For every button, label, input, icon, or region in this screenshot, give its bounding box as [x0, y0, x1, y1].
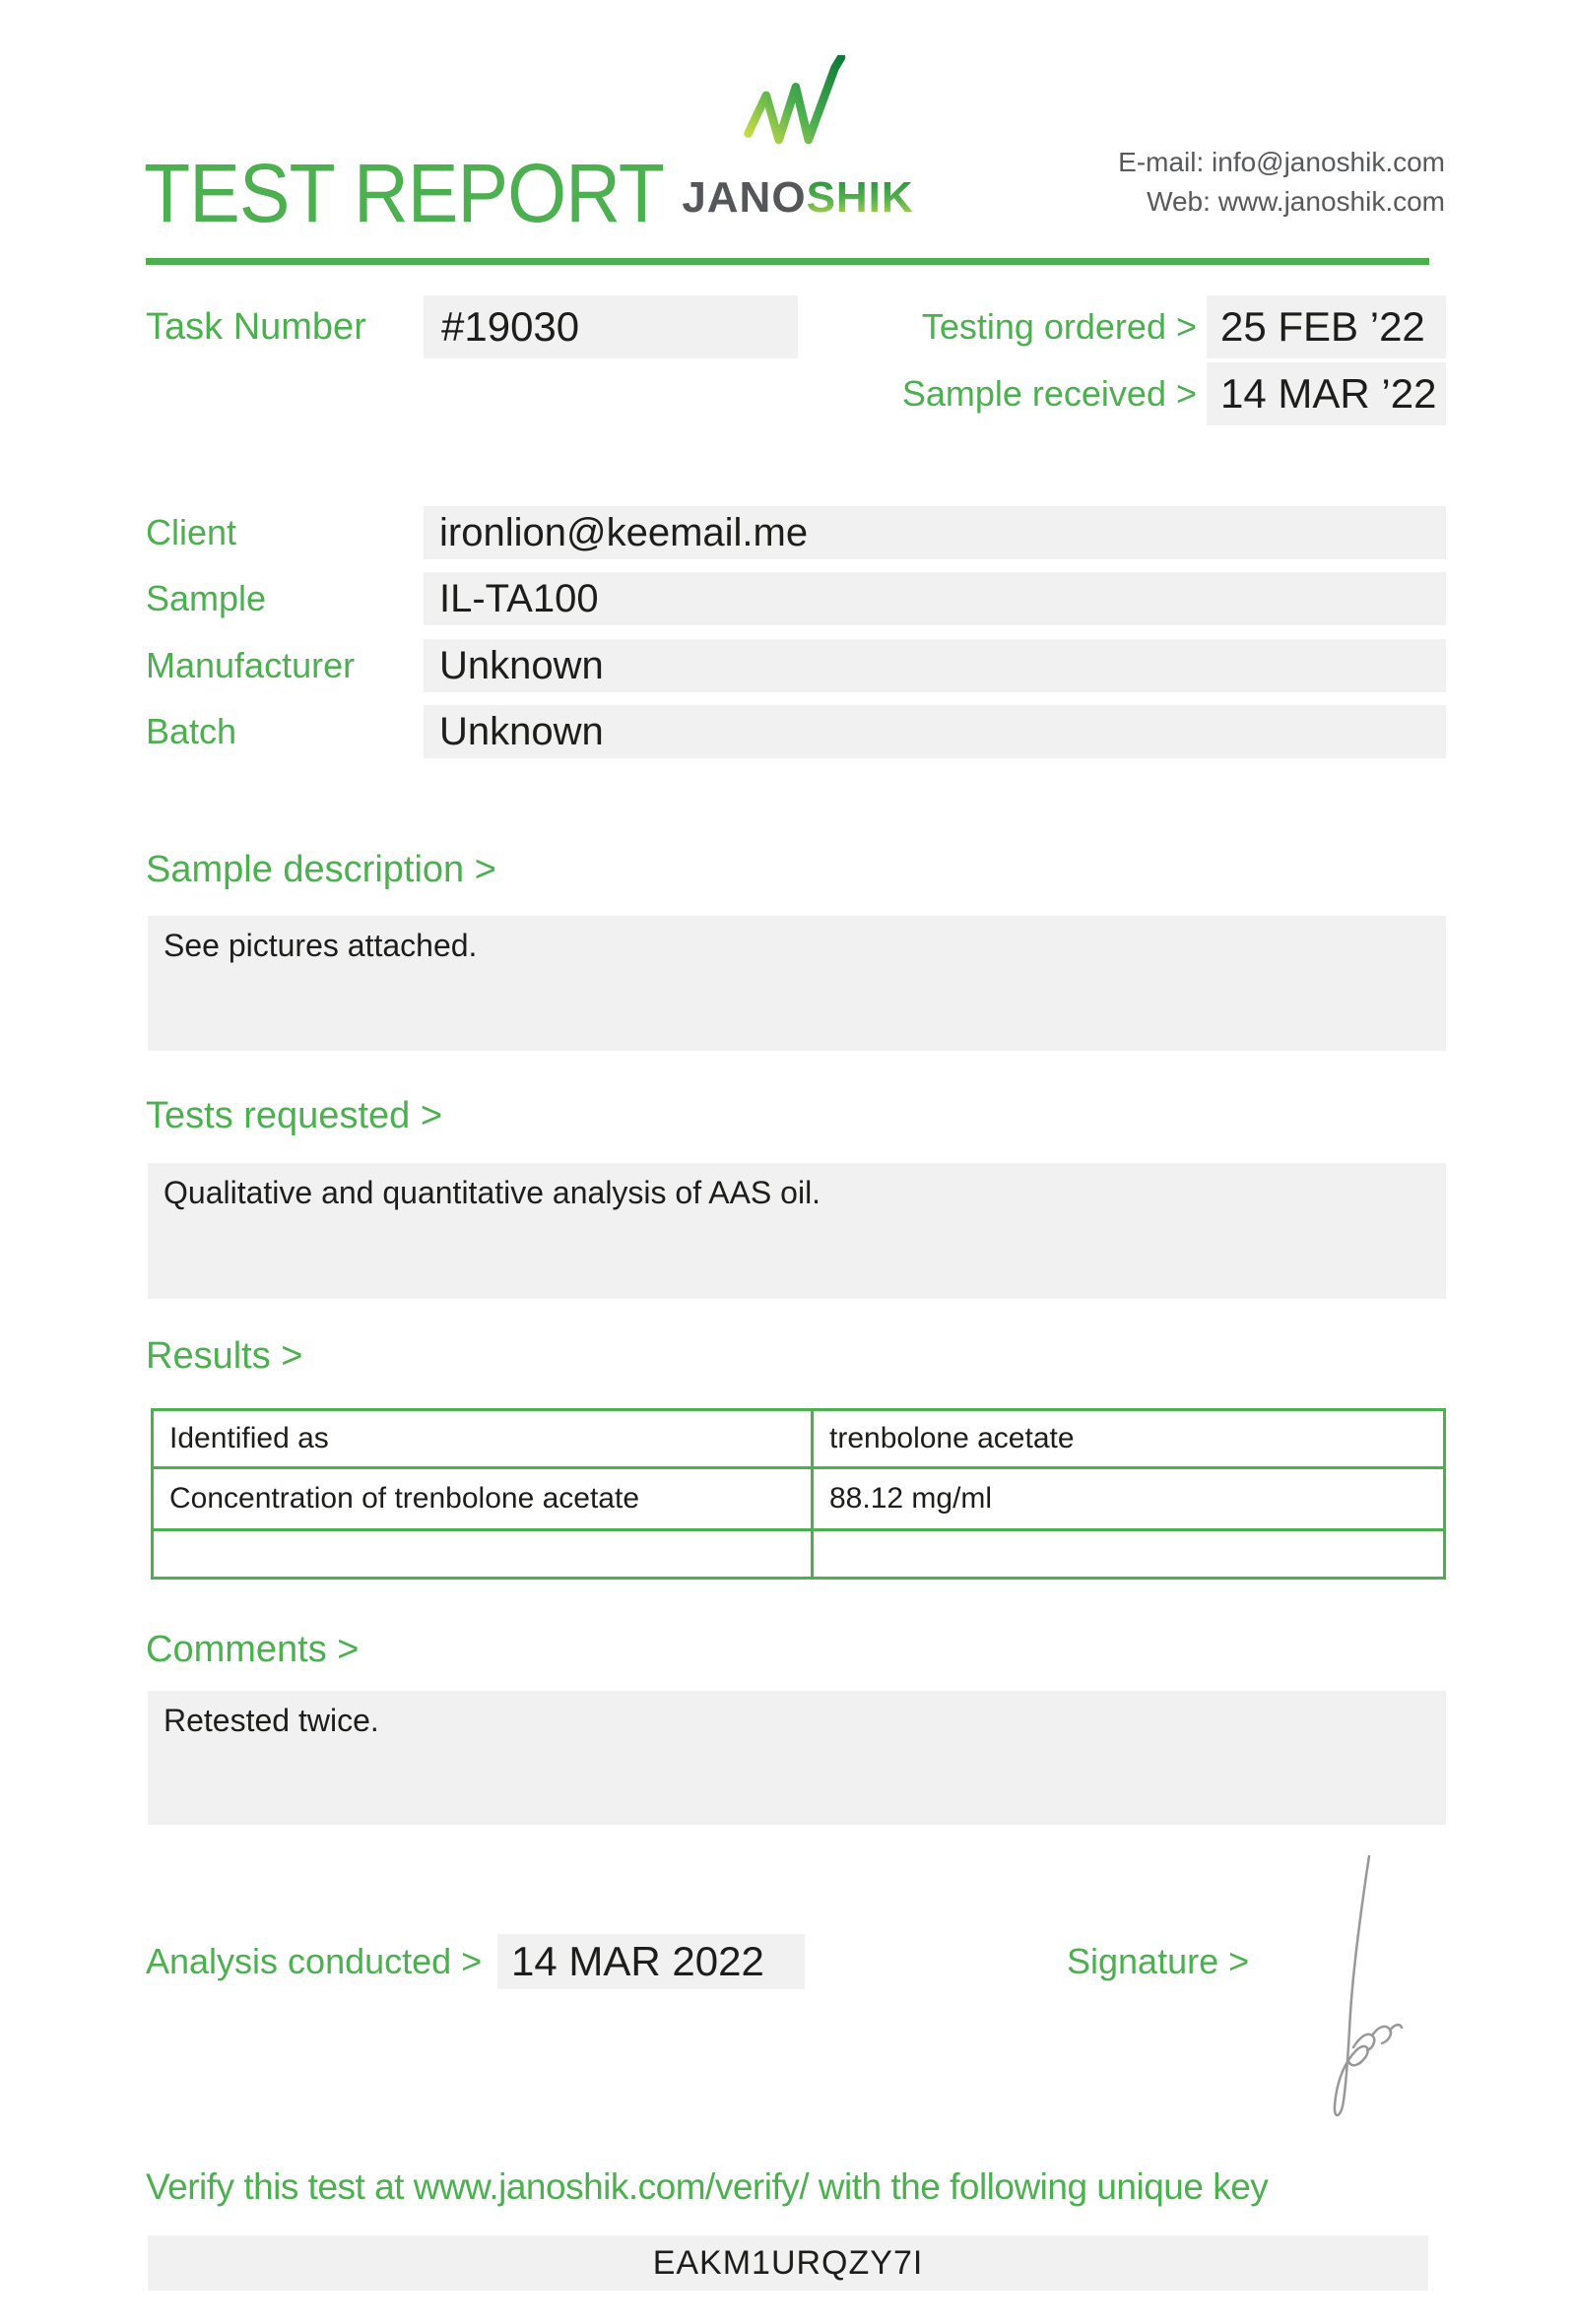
- result-value-cell: 88.12 mg/ml: [813, 1468, 1445, 1530]
- results-heading: Results >: [146, 1335, 303, 1377]
- result-value-cell: trenbolone acetate: [813, 1410, 1445, 1468]
- sample-description-box: [148, 916, 1446, 1051]
- verify-instructions: Verify this test at www.janoshik.com/verify/ with the following unique key: [146, 2166, 1269, 2207]
- logo-wordmark-shik: SHIK: [806, 173, 914, 222]
- testing-ordered-value: 25 FEB ’22: [1207, 295, 1446, 358]
- logo-wordmark: [650, 173, 946, 223]
- client-label: Client: [146, 512, 237, 552]
- sample-received-value: 14 MAR ’22: [1207, 362, 1446, 425]
- comments-heading: Comments >: [146, 1629, 360, 1670]
- analysis-conducted-date: 14 MAR 2022: [497, 1934, 805, 1989]
- batch-value: Unknown: [424, 705, 1446, 758]
- result-name-cell: Identified as: [153, 1410, 813, 1468]
- page-title: TEST REPORT: [144, 147, 665, 239]
- contact-web: Web: www.janoshik.com: [1147, 186, 1445, 217]
- batch-label: Batch: [146, 711, 237, 751]
- verify-key-box: [148, 2235, 1428, 2291]
- sample-description-text: See pictures attached.: [164, 928, 478, 963]
- tests-requested-box: [148, 1163, 1446, 1299]
- analysis-conducted-label: Analysis conducted >: [146, 1941, 483, 1981]
- result-name-cell: [153, 1530, 813, 1579]
- chart-growth-icon: [740, 55, 856, 167]
- results-row: [153, 1468, 1445, 1530]
- sample-description-heading: Sample description >: [146, 849, 496, 890]
- sample-received-label: Sample received >: [901, 373, 1197, 414]
- client-value: ironlion@keemail.me: [424, 506, 1446, 559]
- manufacturer-value: Unknown: [424, 639, 1446, 692]
- task-number-label: Task Number: [146, 306, 366, 348]
- result-value-cell: [813, 1530, 1445, 1579]
- tests-requested-text: Qualitative and quantitative analysis of AAS oil.: [164, 1175, 821, 1210]
- sample-label: Sample: [146, 578, 267, 618]
- sample-value: IL-TA100: [424, 572, 1446, 625]
- logo-wordmark-jano: JANO: [682, 173, 807, 222]
- results-table: [151, 1408, 1446, 1580]
- signature-label: Signature >: [1067, 1941, 1250, 1981]
- janoshik-logo: [650, 55, 946, 223]
- comments-box: [148, 1691, 1446, 1825]
- signature-image: [1276, 1853, 1409, 2134]
- results-row: [153, 1530, 1445, 1579]
- verify-key: EAKM1URQZY7I: [652, 2244, 924, 2282]
- header-divider: [146, 258, 1429, 265]
- result-name-cell: Concentration of trenbolone acetate: [153, 1468, 813, 1530]
- testing-ordered-label: Testing ordered >: [921, 306, 1197, 347]
- contact-block: [1118, 143, 1445, 222]
- comments-text: Retested twice.: [164, 1703, 379, 1738]
- tests-requested-heading: Tests requested >: [146, 1095, 443, 1136]
- results-row: [153, 1410, 1445, 1468]
- task-number-value: #19030: [424, 295, 798, 358]
- manufacturer-label: Manufacturer: [146, 645, 356, 685]
- contact-email: E-mail: info@janoshik.com: [1118, 147, 1445, 177]
